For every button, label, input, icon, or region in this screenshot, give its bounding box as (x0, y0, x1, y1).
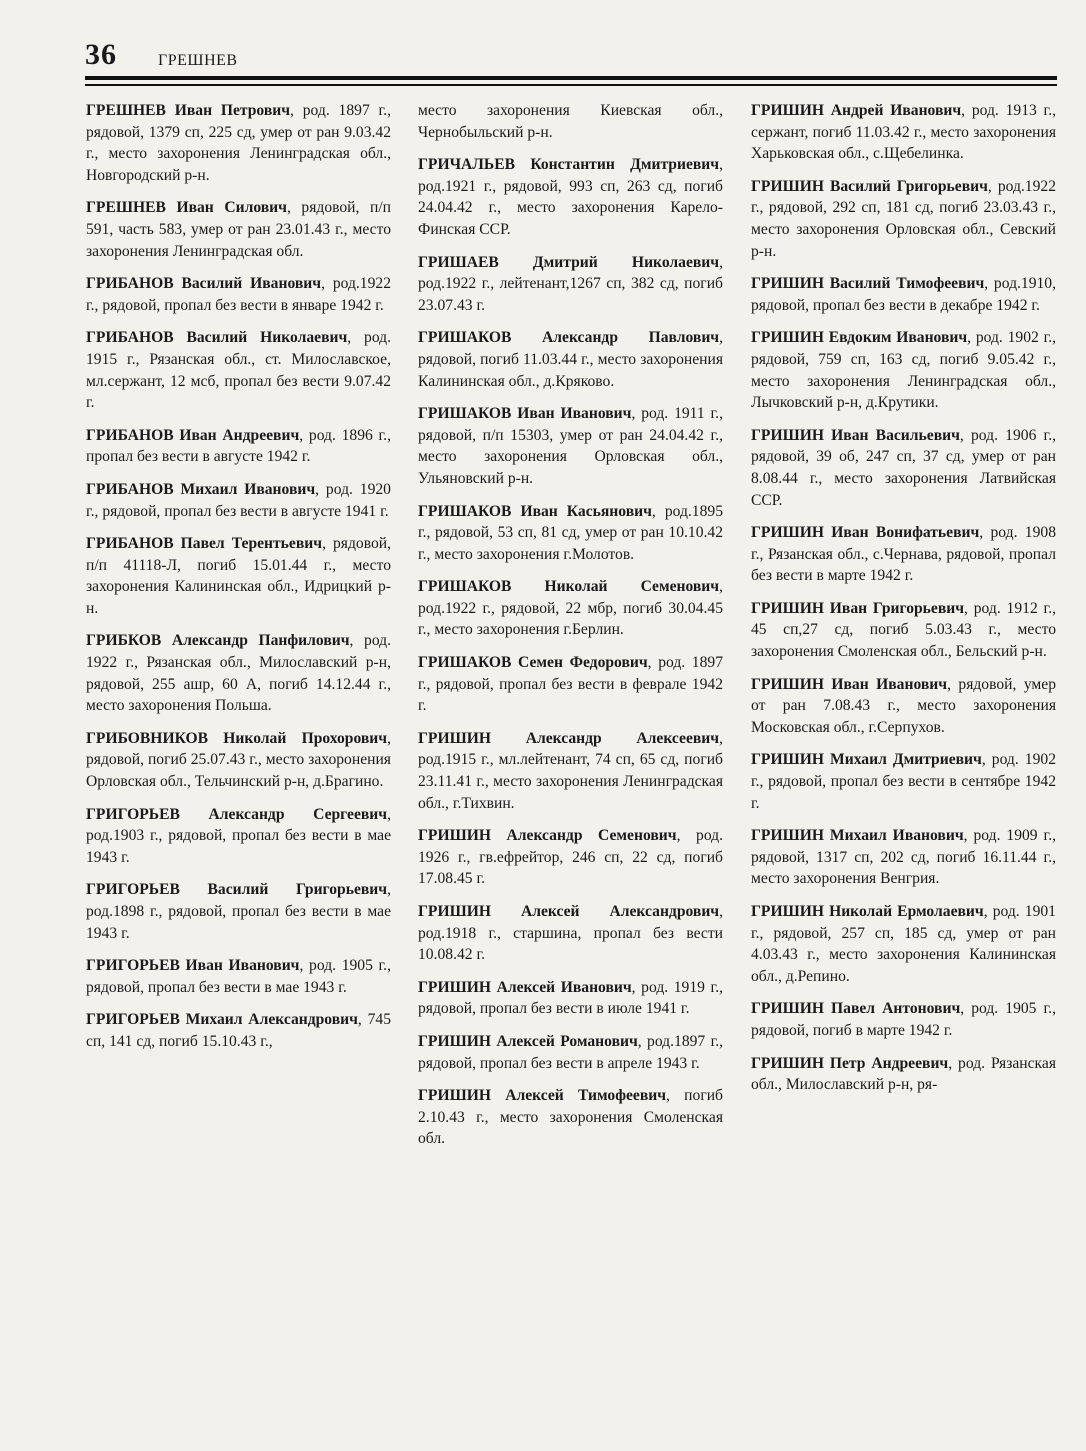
page-number: 36 (85, 38, 117, 71)
entry-text: , род.1915 г., мл.лейтенант, 74 сп, 65 сд, погиб 23.11.41 г., место захоронения Ленинградская обл., г.Тихвин. (418, 729, 723, 812)
entry-name: ГРИШАКОВ Иван Иванович (418, 405, 632, 423)
entry-name: ГРИБКОВ Александр Панфилович (86, 632, 350, 650)
entry-text: , рядовой, погиб 25.07.43 г., место захоронения Орловская обл., Тельчинский р-н, д.Брагино. (86, 729, 391, 791)
entry-text: , род.1898 г., рядовой, пропал без вести в мае 1943 г. (86, 881, 391, 942)
entry-name: ГРИГОРЬЕВ Михаил Александрович (86, 1011, 358, 1029)
entry (751, 1053, 1056, 1096)
entry-name: ГРИШИН Алексей Иванович (418, 978, 632, 996)
entry-name: ГРЕШНЕВ Иван Силович (86, 199, 287, 217)
entry (418, 1085, 723, 1150)
entry-name: ГРИШИН Василий Тимофеевич (751, 275, 985, 293)
entry-name: ГРИШАКОВ Николай Семенович (418, 578, 720, 596)
entry (86, 804, 391, 869)
entry (86, 728, 391, 793)
entry-text: , род.1918 г., старшина, пропал без вести 10.08.42 г. (418, 903, 723, 964)
entry-name: ГРИШИН Иван Иванович (751, 675, 948, 693)
entry-text: , род. 1902 г., рядовой, пропал без вести в сентябре 1942 г. (751, 751, 1056, 812)
entry (751, 674, 1056, 739)
entry-text: , род. 1926 г., гв.ефрейтор, 246 сп, 22 сд, погиб 17.08.45 г. (418, 827, 723, 888)
entry-text: , род. 1920 г., рядовой, пропал без вести в августе 1941 г. (86, 480, 391, 520)
entry (751, 998, 1056, 1041)
entry (751, 273, 1056, 316)
entry (86, 197, 391, 262)
entry (751, 901, 1056, 987)
entry-name: ГРИШИН Алексей Романович (418, 1032, 638, 1050)
entry (86, 327, 391, 413)
entry (418, 728, 723, 814)
entry-name: ГРИШАКОВ Семен Федорович (418, 654, 648, 672)
entry-text: , род.1897 г., рядовой, пропал без вести в апреле 1943 г. (418, 1032, 724, 1072)
entry-text: , род. 1913 г., сержант, погиб 11.03.42 г., место захоронения Харьковская обл., с.Щебелинка. (751, 102, 1056, 163)
entry (418, 154, 723, 240)
entry-name: ГРИБАНОВ Василий Николаевич (86, 329, 348, 347)
entry-name: ГРИШАКОВ Иван Касьянович (418, 502, 652, 520)
entry (751, 327, 1056, 413)
entry-text: , род. 1902 г., рядовой, 759 сп, 163 сд, погиб 9.05.42 г., место захоронения Ленинградская обл., Лычковский р-н, д.Крутики. (751, 329, 1056, 412)
entry-name: ГРИШИН Михаил Дмитриевич (751, 751, 982, 769)
entry (418, 403, 723, 489)
entry (751, 598, 1056, 663)
entry-text: , род. 1922 г., Рязанская обл., Милославский р-н, рядовой, 255 ашр, 60 А, погиб 14.12.44 г., место захоронения Польша. (86, 632, 391, 715)
entry-text: , погиб 2.10.43 г., место захоронения Смоленская обл. (418, 1087, 723, 1148)
entry-text: , род.1903 г., рядовой, пропал без вести в мае 1943 г. (86, 805, 391, 866)
entry-text: , род.1921 г., рядовой, 993 сп, 263 сд, погиб 24.04.42 г., место захоронения Карело-Финская ССР. (418, 156, 723, 238)
entry-name: ГРИШАЕВ Дмитрий Николаевич (418, 253, 720, 271)
entry-text: , 745 сп, 141 сд, погиб 15.10.43 г., (86, 1011, 391, 1050)
entry-name: ГРЕШНЕВ Иван Петрович (86, 102, 291, 119)
entry (86, 425, 391, 468)
entry-name: ГРИШИН Михаил Иванович (751, 827, 964, 845)
entry (751, 749, 1056, 814)
entry-text: , род. 1919 г., рядовой, пропал без вести в июле 1941 г. (418, 978, 723, 1018)
entry-text: , род. 1905 г., рядовой, пропал без вести в мае 1943 г. (86, 957, 391, 996)
entry-name: ГРИШИН Евдоким Иванович (751, 329, 968, 347)
entry-name: ГРИГОРЬЕВ Александр Сергеевич (86, 805, 388, 823)
entry (418, 977, 723, 1020)
entry-name: ГРИШИН Андрей Иванович (751, 102, 962, 119)
entry-name: ГРИБАНОВ Василий Иванович (86, 275, 322, 293)
entry-name: ГРИШИН Александр Алексеевич (418, 729, 720, 747)
entry (751, 176, 1056, 262)
entry-name: ГРИБОВНИКОВ Николай Прохорович (86, 729, 388, 747)
column-1 (86, 100, 391, 1064)
entry-text: , род. Рязанская обл., Милославский р-н, ря- (751, 1054, 1056, 1094)
entry (418, 652, 723, 717)
entry (86, 100, 391, 186)
entry-text: , род. 1897 г., рядовой, пропал без вести в феврале 1942 г. (418, 654, 723, 715)
entry-name: ГРИШИН Алексей Тимофеевич (418, 1087, 667, 1105)
entry-text: , рядовой, умер от ран 7.08.43 г., место захоронения Московская обл., г.Серпухов. (751, 675, 1056, 736)
entry (418, 901, 723, 966)
entry-name: ГРИБАНОВ Павел Терентьевич (86, 535, 323, 553)
entry-name: ГРИШИН Павел Антонович (751, 1000, 961, 1018)
entry-text: , рядовой, п/п 591, часть 583, умер от ран 23.01.43 г., место захоронения Ленинградская обл. (86, 199, 392, 260)
entry-name: ГРИШИН Иван Вонифатьевич (751, 524, 980, 542)
column-3 (751, 100, 1056, 1107)
entry-text: , род. 1908 г., Рязанская обл., с.Чернава, рядовой, пропал без вести в марте 1942 г. (751, 524, 1056, 585)
entry-text: , род. 1905 г., рядовой, погиб в марте 1942 г. (751, 1000, 1056, 1039)
entry (418, 576, 723, 641)
entry-name: ГРИГОРЬЕВ Иван Иванович (86, 957, 300, 975)
entry-text: , род.1910, рядовой, пропал без вести в декабре 1942 г. (751, 275, 1056, 314)
entry (86, 1009, 391, 1052)
entry-text: , род. 1912 г., 45 сп,27 сд, погиб 5.03.43 г., место захоронения Смоленская обл., Бельский р-н. (751, 599, 1056, 661)
entry (418, 252, 723, 317)
entry (86, 630, 391, 716)
entry-name: ГРИБАНОВ Михаил Иванович (86, 480, 316, 498)
entry-name: ГРИШИН Василий Григорьевич (751, 177, 988, 195)
entry-name: ГРИЧАЛЬЕВ Константин Дмитриевич (418, 156, 720, 174)
entry-text: , род. 1897 г., рядовой, 1379 сп, 225 сд, умер от ран 9.03.42 г., место захоронения Ленинградская обл., Новгородский р-н. (86, 102, 391, 184)
entry (418, 825, 723, 890)
entry (86, 273, 391, 316)
entry-text: , род. 1896 г., пропал без вести в августе 1942 г. (86, 426, 391, 466)
entry-text: , рядовой, п/п 41118-Л, погиб 15.01.44 г., место захоронения Калининская обл., Идрицкий р-н. (86, 535, 392, 617)
entry-name: ГРИШАКОВ Александр Павлович (418, 329, 720, 347)
entry (418, 327, 723, 392)
entry (751, 425, 1056, 511)
header-rule-thick (85, 76, 1057, 80)
entry-text: , род. 1901 г., рядовой, 257 сп, 185 сд, умер от ран 4.03.43 г., место захоронения Калининская обл., д.Репино. (751, 903, 1056, 985)
header-rule-thin (85, 84, 1057, 86)
entry-text: , род.1922 г., рядовой, пропал без вести в январе 1942 г. (86, 275, 391, 314)
entry-text: , род.1895 г., рядовой, 53 сп, 81 сд, умер от ран 10.10.42 г., место захоронения г.Молотов. (418, 502, 723, 563)
entry-name: ГРИГОРЬЕВ Василий Григорьевич (86, 881, 388, 899)
entry-name: ГРИШИН Иван Васильевич (751, 426, 960, 444)
entry-text: , род. 1909 г., рядовой, 1317 сп, 202 сд, погиб 16.11.44 г., место захоронения Венгрия. (751, 827, 1056, 888)
entry (418, 100, 723, 143)
entry (86, 533, 391, 619)
running-head: ГРЕШНЕВ (158, 52, 238, 69)
entry-name: ГРИШИН Николай Ермолаевич (751, 903, 984, 920)
entry-text: , род. 1911 г., рядовой, п/п 15303, умер от ран 24.04.42 г., место захоронения Орловская обл., Ульяновский р-н. (418, 405, 723, 487)
entry (751, 100, 1056, 165)
entry-name: ГРИБАНОВ Иван Андреевич (86, 426, 300, 444)
entry-text: , рядовой, погиб 11.03.44 г., место захоронения Калининская обл., д.Кряково. (418, 329, 723, 390)
entry-text: , род.1922 г., рядовой, 292 сп, 181 сд, погиб 23.03.43 г., место захоронения Орловская обл., Севский р-н. (751, 177, 1056, 260)
entry-name: ГРИШИН Иван Григорьевич (751, 599, 965, 617)
entry-text: , род. 1915 г., Рязанская обл., ст. Милославское, мл.сержант, 12 мсб, пропал без вести 9.07.42 г. (86, 329, 392, 412)
entry (86, 879, 391, 944)
column-2 (418, 100, 723, 1161)
entry-text: , род.1922 г., рядовой, 22 мбр, погиб 30.04.45 г., место захоронения г.Берлин. (418, 578, 723, 639)
entry (418, 1031, 723, 1074)
entry-name: ГРИШИН Алексей Александрович (418, 903, 720, 920)
entry-text: место захоронения Киевская обл., Чернобыльский р-н. (418, 102, 723, 141)
entry-text: , род.1922 г., лейтенант,1267 сп, 382 сд, погиб 23.07.43 г. (418, 253, 723, 314)
entry (751, 825, 1056, 890)
entry (86, 955, 391, 998)
entry (418, 501, 723, 566)
entry-name: ГРИШИН Петр Андреевич (751, 1054, 949, 1072)
entry-text: , род. 1906 г., рядовой, 39 об, 247 сп, 37 сд, умер от ран 8.08.44 г., место захоронения Латвийская ССР. (751, 426, 1056, 509)
entry (86, 479, 391, 522)
entry-name: ГРИШИН Александр Семенович (418, 827, 677, 845)
entry (751, 522, 1056, 587)
